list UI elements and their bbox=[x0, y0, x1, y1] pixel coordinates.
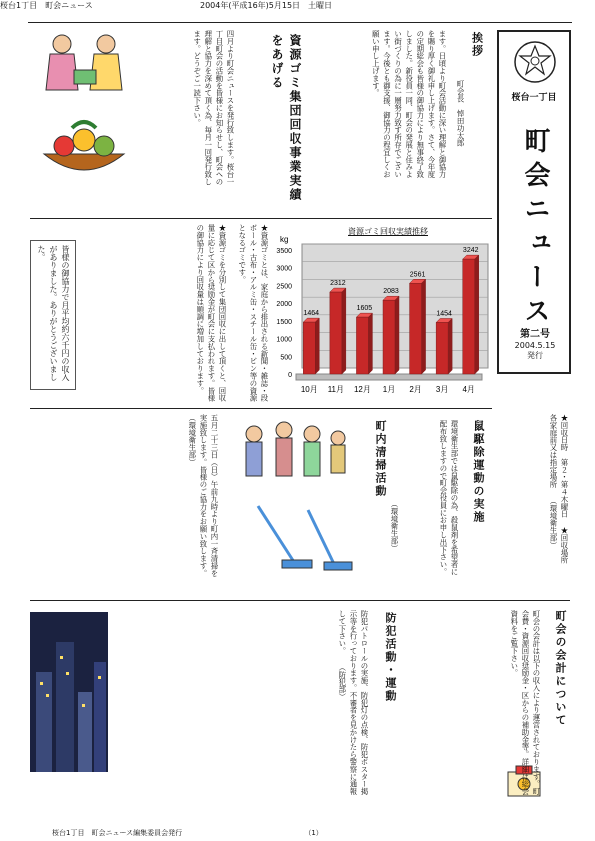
chart-ytick-label: 500 bbox=[280, 354, 292, 362]
sakura-emblem-icon bbox=[513, 40, 557, 84]
chart-title: 資源ゴミ回収実績推移 bbox=[348, 227, 428, 236]
city-night-illustration bbox=[30, 612, 108, 772]
issue-label: 発行 bbox=[527, 351, 543, 361]
cleaning-dept: （環境衛生部） bbox=[187, 414, 197, 466]
chart-svg bbox=[258, 224, 492, 404]
chart-bar bbox=[410, 283, 422, 374]
recycling-thanks-box: 皆様の御協力で月平均約六千円の収入がありました。ありがとうございました。 bbox=[30, 240, 76, 390]
header-left: 桜台1丁目 町会ニュース bbox=[0, 1, 93, 10]
chart-bar bbox=[356, 317, 368, 374]
crime-body-text: 防犯パトロールの実施、防犯灯の点検、防犯ポスター掲示等を行っております。不審者を見かけたら警察に通報して下さい。 bbox=[337, 610, 369, 795]
chart-ytick-label: 3000 bbox=[276, 265, 292, 273]
chart-ytick-label: 1500 bbox=[276, 318, 292, 326]
footer-page: （1） bbox=[304, 829, 323, 837]
issue-date: 2004.5.15 bbox=[514, 341, 556, 350]
issue-number: 第二号 bbox=[520, 329, 550, 340]
budget-body: 町会の会計は以下の収入により運営されております。町会費・資源回収奨励金・区からの補助金等。詳細は総会資料をご覧下さい。 bbox=[509, 610, 541, 795]
chart-ytick-label: 3500 bbox=[276, 248, 292, 255]
broom-illustration bbox=[228, 500, 358, 580]
cleaning-body-text: 五月二十三日（日）午前九時より町内一斉清掃を実施致します。皆様のご協力をお願い致します。 bbox=[198, 414, 219, 577]
chart-data-label: 1464 bbox=[303, 310, 320, 318]
cleaning-body bbox=[30, 414, 220, 584]
footer-text: 桜台1丁目 町会ニュース編集委員会発行 bbox=[52, 829, 183, 837]
pest-control-title: 鼠駆除運動の実施 bbox=[472, 420, 485, 524]
chart-bar-side bbox=[315, 318, 319, 374]
chart-xtick-label: 12月 bbox=[353, 385, 371, 394]
chart-bar bbox=[463, 259, 475, 374]
chart-bar-side bbox=[475, 255, 479, 374]
chart-xtick-label: 2月 bbox=[409, 385, 422, 394]
budget-title: 町会の会計について bbox=[554, 610, 567, 727]
chart-ytick-label: 2000 bbox=[276, 301, 292, 309]
chart-ytick-label: 1000 bbox=[276, 336, 292, 344]
chart-xtick-label: 4月 bbox=[462, 385, 475, 394]
collection-line-2: ★回収場所 各家庭前又は指定場所 bbox=[548, 414, 569, 572]
collection-line-1: ★回収日時 第２・第４木曜日 bbox=[560, 414, 569, 518]
chart-bar-side bbox=[395, 296, 399, 374]
recycling-chart bbox=[258, 224, 492, 404]
collection-line-3: （環境衛生部） bbox=[548, 497, 558, 549]
chart-xtick-label: 10月 bbox=[300, 385, 318, 394]
chart-floor bbox=[296, 374, 482, 380]
section-rule-1 bbox=[30, 218, 492, 219]
recycling-title: 資源ゴミ集団回収事業実績をあげる bbox=[270, 34, 302, 202]
chart-bar bbox=[383, 300, 395, 374]
recycling-body-b: ★資源ゴミを分別して集団回収に出して頂くと、回収量に応じて区から奨励金が町会に支払われます。皆様の御協力により回収量は順調に増加しております。 bbox=[195, 224, 227, 402]
chart-ytick-label: 2500 bbox=[276, 283, 292, 291]
section-rule-3 bbox=[30, 600, 570, 601]
chart-data-label: 2312 bbox=[330, 280, 346, 288]
greeting-body: ます。日頃より町会活動に深い理解と御協力を賜り厚く御礼申し上げます。さて、今年度の定期総会も皆様の御協力により無事終了致しました。新役員一同、町会の発展と住みよい街づくりの為に一層努力致す所存でございます。今後とも御支援、御協力の程宜しくお願い申し上げます。 bbox=[371, 30, 447, 178]
section-rule-2 bbox=[30, 408, 492, 409]
neighbors-illustration bbox=[224, 416, 364, 496]
crime-body bbox=[110, 610, 370, 800]
chart-bar bbox=[303, 322, 315, 374]
crime-dept: （防犯部） bbox=[337, 663, 347, 701]
chart-bar bbox=[436, 322, 448, 374]
header-date: 2004年(平成16年)5月15日 土曜日 bbox=[200, 1, 333, 10]
chart-data-label: 1454 bbox=[436, 310, 452, 318]
footer bbox=[52, 828, 323, 838]
chart-data-label: 3242 bbox=[462, 247, 479, 255]
pest-control-dept: （環境衛生部） bbox=[390, 500, 399, 552]
masthead-org: 桜台一丁目 bbox=[511, 93, 557, 103]
chart-ytick-label: 0 bbox=[288, 372, 292, 379]
chart-bar-side bbox=[368, 313, 372, 374]
cleaning-title: 町内清掃活動 bbox=[374, 420, 387, 498]
market-shopping-illustration bbox=[34, 30, 134, 100]
greeting-author: 町会長 悼田功太郎 bbox=[456, 80, 466, 147]
chart-bar bbox=[330, 292, 342, 374]
issue-box bbox=[505, 328, 565, 362]
masthead bbox=[497, 30, 571, 374]
crime-title: 防犯活動・運動 bbox=[384, 612, 397, 703]
masthead-title: 町会ニュース bbox=[520, 127, 550, 331]
fruit-basket-illustration bbox=[36, 116, 132, 186]
chart-bar-side bbox=[448, 318, 452, 374]
pest-control-body: 環境衛生部では鼠駆除の為、殺鼠剤を希望者に配布致しますので町会役員にお申し出下さい。 bbox=[438, 420, 459, 576]
chart-data-label: 1605 bbox=[356, 305, 373, 313]
collection-info bbox=[490, 414, 570, 572]
recycling-body-a: ★資源ゴミとは、家庭から排出される新聞・雑誌・段ボール・古布・アルミ缶・スチール缶・ビン等の資源となるゴミです。 bbox=[237, 224, 269, 402]
chart-bar-side bbox=[422, 279, 426, 374]
header-rule bbox=[28, 22, 572, 23]
chart-xtick-label: 11月 bbox=[327, 385, 345, 394]
notice-top-body: 四月より町会ニュースを発行致します。桜台一丁目町会の活動を皆様にお知らせし、町会への理解と協力を深めて頂く為、毎月一回発行致します。どうぞご一読下さい。 bbox=[192, 30, 235, 186]
chart-ylabel: kg bbox=[280, 235, 289, 244]
page-header bbox=[0, 0, 540, 12]
chart-xtick-label: 3月 bbox=[435, 385, 449, 394]
greeting-title: 挨拶 bbox=[470, 32, 484, 58]
chart-data-label: 2561 bbox=[409, 271, 426, 279]
chart-bar-side bbox=[342, 288, 346, 374]
chart-data-label: 2083 bbox=[383, 288, 399, 296]
chart-xtick-label: 1月 bbox=[382, 385, 396, 394]
